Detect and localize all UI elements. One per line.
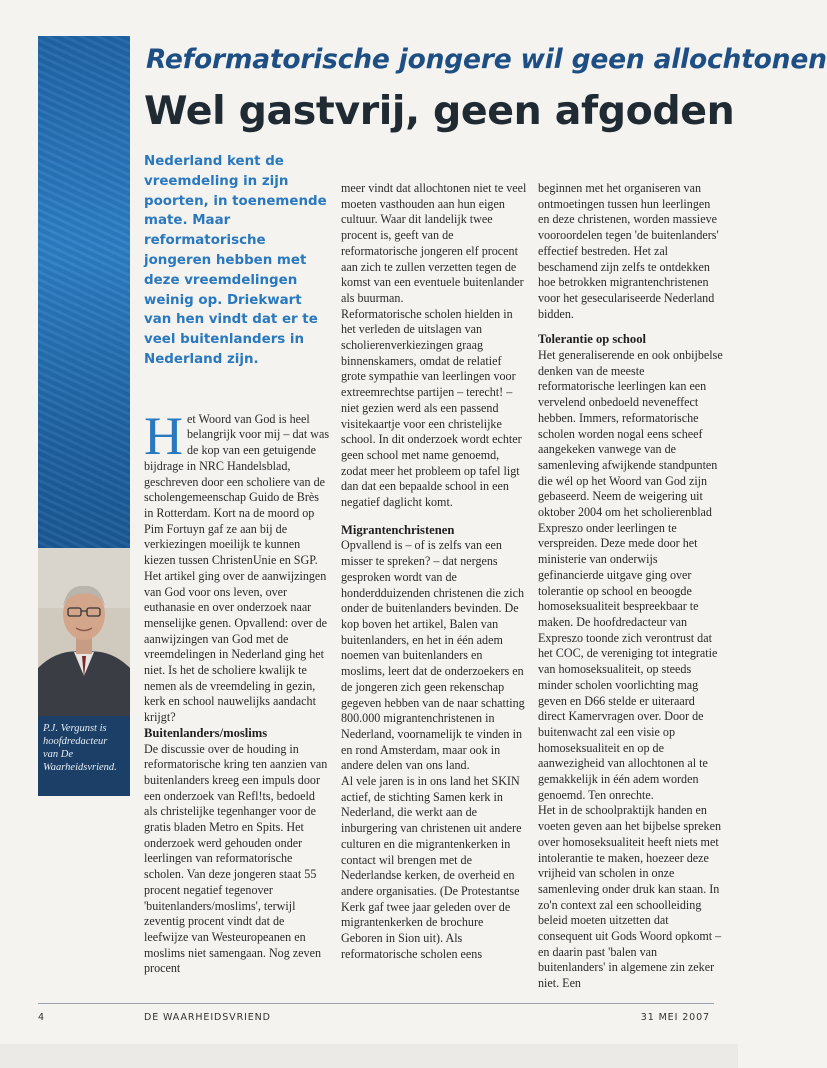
footer-rule <box>38 1003 714 1004</box>
publication-name: DE WAARHEIDSVRIEND <box>144 1012 271 1023</box>
body-paragraph: De discussie over de houding in reformatorische kring ten aanzien van buitenlanders kreeg een impuls door een onderzoek van Refl!ts, bedoeld als christelijke tegenhanger voor de gratis bladen Metro en Spits. Het onderzoek werd gehouden onder leerlingen van reformatorische scholen. Van deze jongeren staat 55 procent negatief tegenover 'buitenlanders/moslims', terwijl zeventig procent vindt dat de leefwijze van Westeuropeanen en moslims niet samengaan. Nog zeven procent <box>144 741 328 976</box>
body-paragraph: Al vele jaren is in ons land het SKIN actief, de stichting Samen kerk in Nederland, die werkt aan de inburgering van christenen uit andere culturen en die migrantenkerken in contact wil brengen met de Nederlandse kerken, de overheid en andere organisaties. (De Protestantse Kerk gaf twee jaar geleden over de migrantenkerken de brochure Geboren in Sion uit). Als reformatorische scholen eens <box>341 774 522 961</box>
photo-caption: P.J. Vergunst is hoofdredacteur van De Waarheidsvriend. <box>43 723 117 773</box>
body-paragraph: beginnen met het organiseren van ontmoetingen tussen hun leerlingen en deze christenen, worden massieve vooroordelen tegen 'de buitenlanders' effectief bestreden. Het zal beschamend zijn zelfs te ontdekken hoe betrokken migrantenchristenen voor het geseculariseerde Nederland bidden. <box>538 181 719 321</box>
drop-cap: H <box>144 405 183 466</box>
issue-date: 31 MEI 2007 <box>640 1012 710 1023</box>
page-number: 4 <box>38 1012 45 1023</box>
column-3 <box>538 181 724 992</box>
photo-caption-box <box>38 716 130 796</box>
subhead-buitenlanders: Buitenlanders/moslims <box>144 725 268 740</box>
body-paragraph: meer vindt dat allochtonen niet te veel moeten vasthouden aan hun eigen cultuur. Waar dit landelijk twee procent is, geeft van de reformatorische jongeren elf procent aan zich te zullen verzetten tegen de komst van een eventuele buitenlander als buurman. <box>341 181 527 305</box>
body-paragraph: Opvallend is – of is zelfs van een misser te spreken? – dat nergens gesproken wordt van de honderdduizenden christenen die zich onder de buitenlanders bevinden. De kop boven het artikel, Balen van buitenlanders, en het in één adem noemen van buitenlanders en moslims, leert dat de onderzoekers en de jongeren zich geen rekenschap gegeven hebben van de naar schatting 800.000 migrantenchristenen in Nederland, voornamelijk te vinden in en rond Amsterdam, maar ook in andere delen van ons land. <box>341 538 525 773</box>
intro-text: et Woord van God is heel belangrijk voor mij – dat was de kop van een getuigende bijdrage in NRC Handelsblad, geschreven door een scholiere van de scholengemeenschap Guido de Brès in Rotterdam. Kort na de moord op Pim Fortuyn gaf ze aan bij de verkiezingen moeilijk te kunnen kiezen tussen ChristenUnie en SGP. Het artikel ging over de aanwijzingen van God voor ons leven, over euthanasie en over onderzoek naar menselijke genen. Opvallend: over de aanwijzingen van God met de vreemdelingen in Nederland ging het niet. Is het de scholiere kwalijk te nemen als de vreemdeling in gezin, kerk en school nauwelijks aandacht krijgt? <box>144 411 330 725</box>
blue-sidebar-band <box>38 36 130 636</box>
subhead-tolerantie: Tolerantie op school <box>538 332 646 347</box>
article-lede: Nederland kent de vreemdeling in zijn poorten, in toenemende mate. Maar reformatorische jongeren hebben met deze vreemdelingen weinig op. Driekwart van hen vindt dat er te veel buitenlanders in Nederland zijn. <box>144 154 327 367</box>
intro-paragraph <box>144 405 330 726</box>
body-paragraph: Het generaliserende en ook onbijbelse denken van de meeste reformatorische leerlingen kan een vervelend onbedoeld neveneffect hebben. Immers, reformatorische scholen worden nogal eens scheef aangekeken vanwege van de samenleving afwijkende standpunten die wél op het Woord van God zijn gebaseerd. Neem de weigering uit oktober 2004 om het scholierenblad Expreszo onder leerlingen te verspreiden. Deze mede door het ministerie van onderwijs gefinancierde uitgave ging over tolerantie op school en beoogde homoseksualiteit bespreekbaar te maken. De hoofdredacteur van Expreszo toonde zich verontrust dat het COC, de vereniging tot integratie van homoseksualiteit, op steeds minder scholen voorlichting mag geven en D66 stelde er uiteraard direct Kamervragen over. Door de buitenwacht zal een visie op homoseksualiteit en op de aanwezigheid van allochtonen al te gemakkelijk in één adem worden genoemd. Ten onrechte. <box>538 348 723 802</box>
author-photo <box>38 548 130 716</box>
page-bottom-margin <box>0 1044 738 1068</box>
column-2 <box>341 181 527 962</box>
subhead-migrantenchristenen: Migrantenchristenen <box>341 522 455 537</box>
body-paragraph: Het in de schoolpraktijk handen en voeten geven aan het bijbelse spreken over homoseksualiteit heeft niets met intolerantie te maken, hoezeer deze vrijheid van scholen in onze samenleving onder druk kan staan. In zo'n context zal een schoolleiding beleid moeten uitzetten dat consequent uit Gods Woord opkomt – en daarin past 'balen van buitenlanders' in algemene zin zeker niet. Een <box>538 803 722 991</box>
article-kicker: Reformatorische jongere wil geen allochtonen <box>146 44 827 75</box>
article-headline: Wel gastvrij, geen afgoden <box>144 88 735 134</box>
body-paragraph: Reformatorische scholen hielden in het verleden de uitslagen van scholierenverkiezingen graag binnenskamers, omdat de relatief grote sympathie van leerlingen voor extreemrechtse partijen – terecht! – niet gezien werd als een passend visitekaartje voor een christelijke school. In dit onderzoek wordt echter geen school met name genoemd, zodat meer het probleem op tafel ligt dan dat een bepaalde school in een negatief daglicht komt. <box>341 306 522 510</box>
column-1 <box>144 152 330 977</box>
